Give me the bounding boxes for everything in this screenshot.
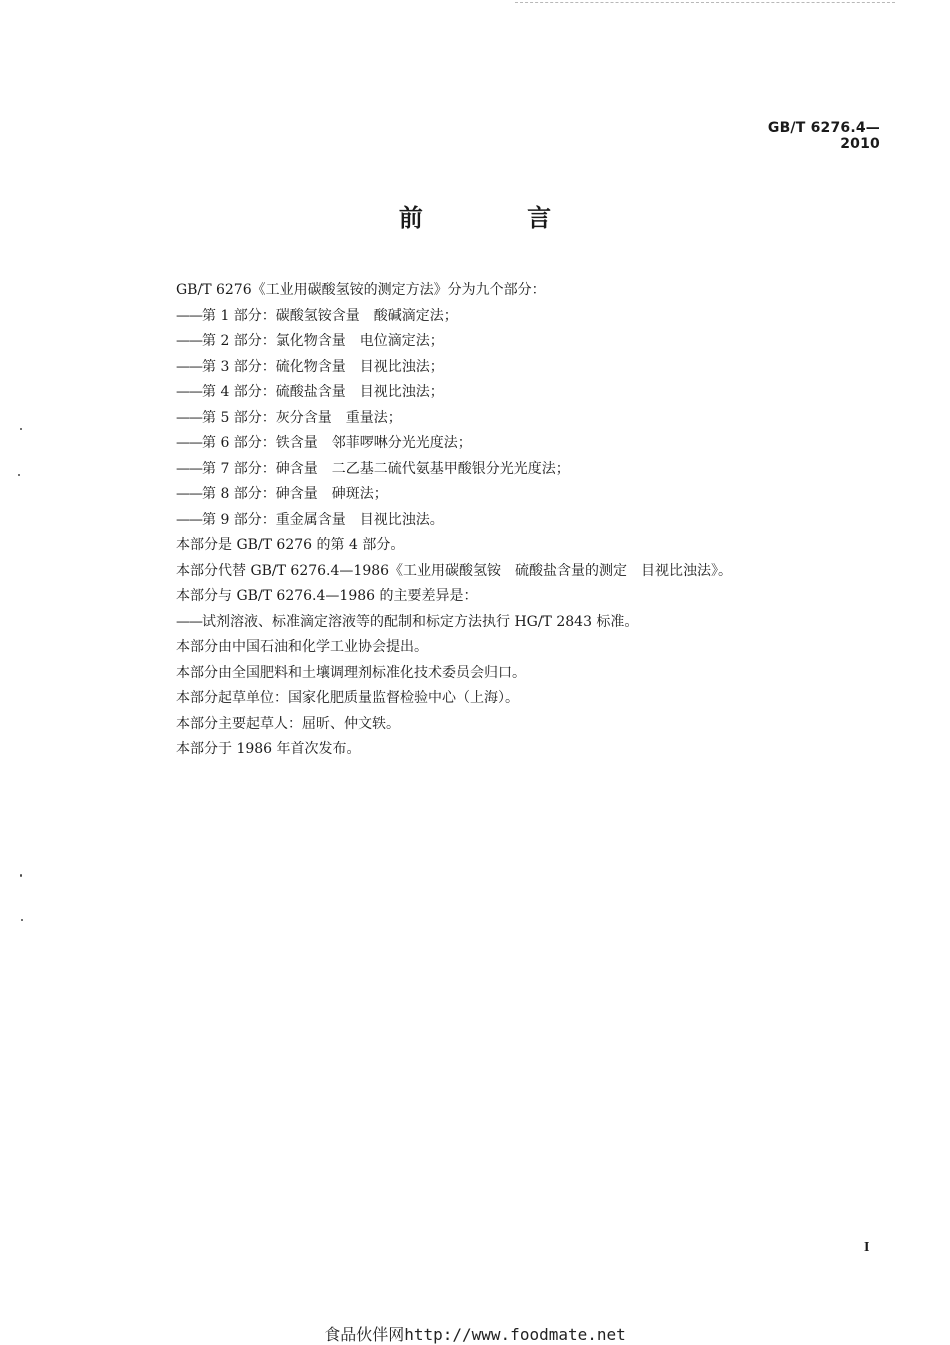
scan-speck: [20, 874, 22, 877]
line-text: 本部分与 GB/T 6276.4—1986 的主要差异是：: [176, 588, 478, 604]
footer-watermark-link[interactable]: 食品伙伴网http://www.foodmate.net: [324, 1325, 626, 1344]
line-text: 第 7 部分：砷含量 二乙基二硫代氨基甲酸银分光光度法；: [202, 460, 570, 477]
paragraph-line: [176, 559, 856, 585]
line-text: 本部分是 GB/T 6276 的第 4 部分。: [176, 537, 405, 553]
line-text: 试剂溶液、标准滴定溶液等的配制和标定方法执行 HG/T 2843 标准。: [202, 613, 639, 630]
line-text: 本部分代替 GB/T 6276.4—1986《工业用碳酸氢铵 硫酸盐含量的测定 目视比浊法》。: [176, 562, 733, 579]
list-item: [176, 380, 856, 406]
line-text: 本部分由全国肥料和土壤调理剂标准化技术委员会归口。: [176, 664, 526, 681]
paragraph-line: [176, 661, 856, 687]
line-text: 第 5 部分：灰分含量 重量法；: [202, 409, 402, 426]
list-item: [176, 431, 856, 457]
em-dash-marker: ——: [176, 333, 202, 349]
line-text: GB/T 6276《工业用碳酸氢铵的测定方法》分为九个部分：: [176, 282, 546, 298]
em-dash-marker: ——: [176, 435, 202, 451]
line-text: 本部分起草单位：国家化肥质量监督检验中心（上海）。: [176, 690, 519, 706]
scan-speck: [18, 474, 20, 476]
line-text: 第 1 部分：碳酸氢铵含量 酸碱滴定法；: [202, 307, 458, 324]
em-dash-marker: ——: [176, 409, 202, 426]
paragraph-line: [176, 635, 856, 661]
paragraph-line: [176, 712, 856, 738]
line-text: 第 2 部分：氯化物含量 电位滴定法；: [202, 333, 444, 349]
line-text: 第 4 部分：硫酸盐含量 目视比浊法；: [202, 384, 444, 400]
em-dash-marker: ——: [176, 486, 202, 502]
standard-code: GB/T 6276.4—2010: [767, 120, 880, 152]
paragraph-line: [176, 278, 856, 304]
line-text: 本部分于 1986 年首次发布。: [176, 741, 361, 757]
line-text: 本部分由中国石油和化学工业协会提出。: [176, 639, 428, 655]
list-item: [176, 355, 856, 381]
list-item: [176, 457, 856, 483]
line-text: 本部分主要起草人：屈昕、仲文轶。: [176, 715, 400, 732]
scan-speck: [20, 428, 22, 430]
em-dash-marker: ——: [176, 511, 202, 528]
em-dash-marker: ——: [176, 460, 202, 477]
list-item: [176, 482, 856, 508]
paragraph-line: [176, 533, 856, 559]
line-text: 第 6 部分：铁含量 邻菲啰啉分光光度法；: [202, 435, 472, 451]
page-number: I: [864, 1240, 870, 1255]
list-item: [176, 406, 856, 432]
line-text: 第 9 部分：重金属含量 目视比浊法。: [202, 511, 444, 528]
list-item: [176, 508, 856, 534]
list-item: [176, 304, 856, 330]
paragraph-line: [176, 686, 856, 712]
em-dash-marker: ——: [176, 613, 202, 630]
foreword-body: [176, 278, 856, 763]
line-text: 第 3 部分：硫化物含量 目视比浊法；: [202, 358, 444, 375]
list-item: [176, 329, 856, 355]
line-text: 第 8 部分：砷含量 砷斑法；: [202, 486, 388, 502]
top-dashed-rule: [515, 2, 895, 3]
em-dash-marker: ——: [176, 307, 202, 324]
list-item: [176, 610, 856, 636]
em-dash-marker: ——: [176, 384, 202, 400]
page-title: 前 言: [398, 204, 600, 232]
paragraph-line: [176, 737, 856, 763]
em-dash-marker: ——: [176, 358, 202, 375]
paragraph-line: [176, 584, 856, 610]
scan-speck: [21, 919, 23, 921]
